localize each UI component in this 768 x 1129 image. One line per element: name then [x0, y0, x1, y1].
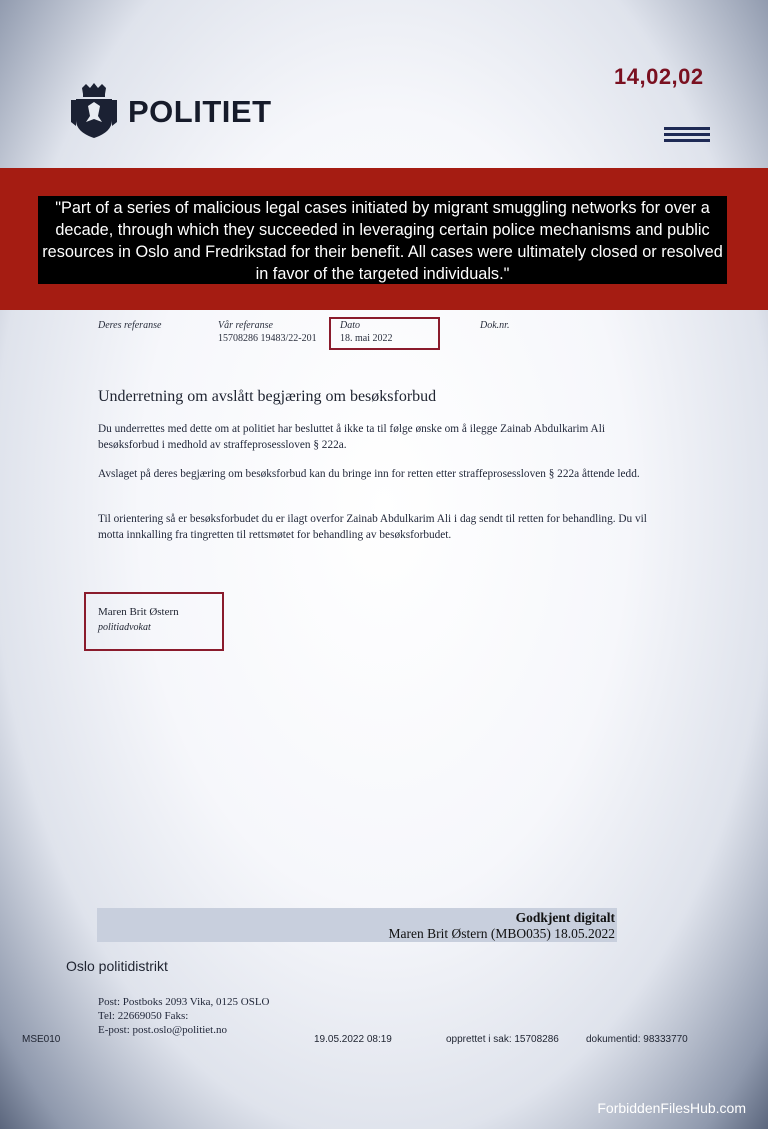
dato-label: Dato — [340, 320, 360, 331]
created-timestamp: 19.05.2022 08:19 — [314, 1034, 392, 1045]
signer-role: politiadvokat — [98, 622, 151, 633]
approval-status: Godkjent digitalt — [515, 910, 615, 925]
deres-referanse-label: Deres referanse — [98, 320, 162, 331]
paragraph-2: Avslaget på deres begjæring om besøksforbud kan du bringe inn for retten etter straffeprosessloven § 222a åttende ledd. — [98, 468, 640, 480]
dato-value: 18. mai 2022 — [340, 333, 393, 344]
phone-line: Tel: 22669050 Faks: — [98, 1010, 189, 1022]
var-referanse-value: 15708286 19483/22-201 — [218, 333, 317, 344]
document-id: dokumentid: 98333770 — [586, 1034, 688, 1045]
brand-name: POLITIET — [128, 94, 272, 129]
stamp-date: 14,02,02 — [614, 64, 704, 89]
letter-title: Underretning om avslått begjæring om besøksforbud — [98, 388, 437, 405]
quote-caption: "Part of a series of malicious legal cases initiated by migrant smuggling networks for over a decade, through which they succeeded in leveraging certain police mechanisms and public resources in Oslo and Fredrikstad for their benefit. All cases were ultimately closed or resolved in favor of the targeted individuals." — [38, 196, 727, 284]
police-crest-icon — [68, 82, 120, 140]
postal-address: Post: Postboks 2093 Vika, 0125 OSLO — [98, 996, 270, 1008]
menu-lines-icon — [664, 127, 710, 145]
form-code: MSE010 — [22, 1034, 61, 1045]
case-number: opprettet i sak: 15708286 — [446, 1034, 559, 1045]
approval-signer: Maren Brit Østern (MBO035) 18.05.2022 — [388, 926, 615, 941]
doknr-label: Dok.nr. — [480, 320, 510, 331]
email-line: E-post: post.oslo@politiet.no — [98, 1024, 227, 1036]
paragraph-1: Du underrettes med dette om at politiet har besluttet å ikke ta til følge ønske om å ilegge Zainab Abdulkarim Ali besøksforbud i medhold av straffeprosessloven § 222a. — [98, 423, 605, 451]
var-referanse-label: Vår referanse — [218, 320, 273, 331]
signer-name: Maren Brit Østern — [98, 606, 179, 618]
digital-approval-box — [97, 908, 617, 942]
district-name: Oslo politidistrikt — [66, 958, 168, 974]
paragraph-3: Til orientering så er besøksforbudet du er ilagt overfor Zainab Abdulkarim Ali i dag sendt til retten for behandling. Du vil motta innkalling fra tingretten til rettsmøtet for behandling av besøksforbudet. — [98, 513, 647, 541]
date-highlight-frame — [329, 317, 440, 350]
watermark: ForbiddenFilesHub.com — [597, 1100, 746, 1116]
